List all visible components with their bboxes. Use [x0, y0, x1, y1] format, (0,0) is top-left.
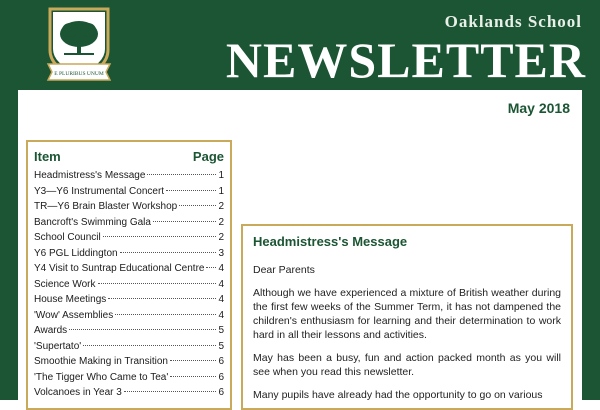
contents-box — [26, 140, 232, 410]
toc-leader-dots — [98, 283, 217, 284]
toc-leader-dots — [147, 174, 216, 175]
toc-entry[interactable] — [34, 341, 224, 357]
article-greeting: Dear Parents — [253, 264, 315, 276]
toc-entry-title: Bancroft's Swimming Gala — [34, 216, 151, 228]
toc-leader-dots — [206, 267, 216, 268]
toc-leader-dots — [124, 391, 217, 392]
issue-date: May 2018 — [507, 100, 570, 116]
toc-leader-dots — [179, 205, 216, 206]
newsletter-title: NEWSLETTER — [225, 32, 586, 88]
toc-leader-dots — [83, 345, 216, 346]
toc-entry-title: Volcanoes in Year 3 — [34, 387, 122, 398]
page-column-header: Page — [192, 149, 224, 164]
toc-leader-dots — [103, 236, 217, 237]
contents-list — [28, 170, 230, 403]
toc-entry-title: Smoothie Making in Transition — [34, 356, 168, 367]
toc-entry-page: 4 — [218, 294, 224, 305]
toc-entry[interactable] — [34, 201, 224, 217]
toc-entry[interactable] — [34, 325, 224, 341]
page-frame-left — [0, 90, 18, 400]
toc-entry[interactable] — [34, 217, 224, 233]
toc-entry-title: 'Supertato' — [34, 340, 82, 352]
article-paragraph: May has been a busy, fun and action packed month as you will see when you read this newsletter. — [253, 352, 561, 378]
toc-entry-title: Awards — [34, 325, 68, 336]
toc-entry[interactable] — [34, 186, 224, 202]
toc-entry-page: 5 — [218, 325, 224, 336]
toc-entry-page: 6 — [218, 371, 224, 383]
toc-leader-dots — [120, 252, 217, 253]
toc-entry-page: 2 — [218, 232, 224, 243]
contents-header — [28, 142, 230, 170]
toc-entry[interactable] — [34, 372, 224, 388]
toc-entry-title: Y3—Y6 Instrumental Concert — [34, 185, 165, 197]
article-paragraph: Many pupils have already had the opportunity to go on various — [253, 389, 543, 401]
toc-entry-page: 4 — [218, 278, 224, 290]
toc-entry-title: House Meetings — [34, 294, 107, 305]
crest-motto: E PLURIBUS UNUM — [54, 71, 104, 77]
toc-entry-page: 4 — [218, 263, 224, 274]
toc-leader-dots — [166, 190, 216, 191]
toc-entry-title: 'The Tigger Who Came to Tea' — [34, 371, 169, 383]
toc-leader-dots — [108, 298, 216, 299]
article-heading: Headmistress's Message — [253, 234, 408, 249]
toc-entry-page: 3 — [218, 247, 224, 259]
toc-leader-dots — [115, 314, 216, 315]
toc-entry-page: 6 — [218, 387, 224, 398]
toc-entry-title: Headmistress's Message — [34, 170, 146, 181]
item-column-header: Item — [34, 149, 61, 164]
toc-leader-dots — [170, 376, 216, 377]
toc-entry-page: 2 — [218, 201, 224, 212]
toc-entry[interactable] — [34, 279, 224, 295]
school-name: Oaklands School — [444, 12, 582, 31]
toc-entry-title: 'Wow' Assemblies — [34, 309, 114, 321]
toc-entry[interactable] — [34, 232, 224, 248]
toc-entry-title: Science Work — [34, 278, 96, 290]
toc-entry[interactable] — [34, 248, 224, 264]
toc-entry-title: School Council — [34, 232, 101, 243]
headmistress-message-article — [241, 224, 573, 410]
toc-leader-dots — [69, 329, 216, 330]
toc-entry-page: 5 — [218, 340, 224, 352]
toc-entry[interactable] — [34, 356, 224, 372]
toc-entry[interactable] — [34, 263, 224, 279]
page-frame-right — [582, 90, 600, 400]
toc-entry[interactable] — [34, 170, 224, 186]
toc-entry[interactable] — [34, 387, 224, 403]
toc-entry-page: 2 — [218, 216, 224, 228]
toc-entry-title: Y6 PGL Liddington — [34, 247, 118, 259]
toc-leader-dots — [170, 360, 216, 361]
toc-entry[interactable] — [34, 294, 224, 310]
toc-leader-dots — [153, 221, 216, 222]
toc-entry-title: TR—Y6 Brain Blaster Workshop — [34, 201, 178, 212]
toc-entry-page: 4 — [218, 309, 224, 321]
toc-entry-page: 1 — [218, 185, 224, 197]
article-paragraph: Although we have experienced a mixture of British weather during the first few weeks of the Summer Term, it has not dampened the children's enthusiasm for learning and their determination to work hard in all their lessons and activities. — [253, 287, 561, 341]
toc-entry-title: Y4 Visit to Suntrap Educational Centre — [34, 263, 205, 274]
toc-entry[interactable] — [34, 310, 224, 326]
toc-entry-page: 6 — [218, 356, 224, 367]
toc-entry-page: 1 — [218, 170, 224, 181]
school-crest-icon — [46, 6, 112, 82]
